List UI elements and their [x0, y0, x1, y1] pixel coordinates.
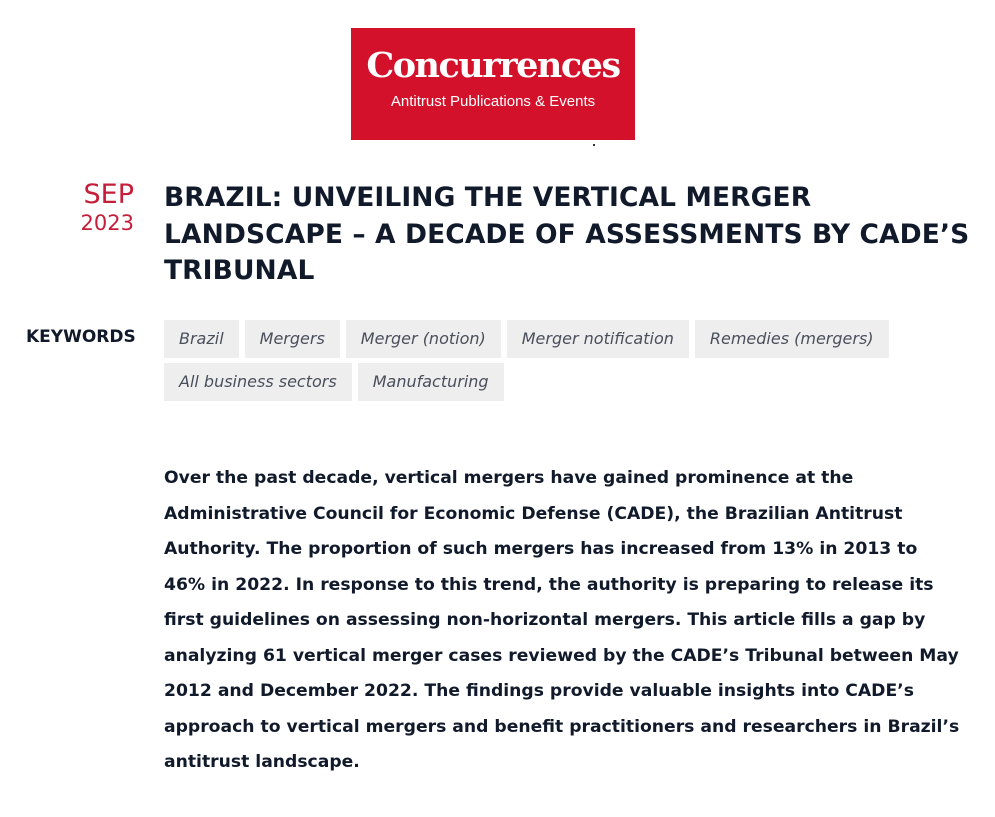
- logo-tagline: Antitrust Publications & Events: [390, 93, 596, 110]
- keyword-tag[interactable]: Mergers: [245, 320, 340, 358]
- publication-date: [60, 180, 134, 237]
- article-abstract: Over the past decade, vertical mergers have gained prominence at the Administrative Council for Economic Defense (CADE), the Brazilian Antitrust Authority. The proportion of such mergers has increased from 13% in 2013 to 46% in 2022. In response to this trend, the authority is preparing to release its first guidelines on assessing non-horizontal mergers. This article fills a gap by analyzing 61 vertical merger cases reviewed by the CADE’s Tribunal between May 2012 and December 2022. The findings provide valuable insights into CADE’s approach to vertical mergers and benefit practitioners and researchers in Brazil’s antitrust landscape.: [164, 468, 960, 772]
- keywords-list: [164, 320, 944, 406]
- keyword-tag[interactable]: Remedies (mergers): [695, 320, 889, 358]
- keyword-tag[interactable]: Brazil: [164, 320, 239, 358]
- decorative-dot: [593, 144, 595, 146]
- date-year: 2023: [80, 211, 134, 235]
- keyword-tag[interactable]: Merger notification: [507, 320, 689, 358]
- keyword-tag[interactable]: Manufacturing: [358, 363, 504, 401]
- date-month: SEP: [83, 179, 134, 210]
- logo-name: Concurrences: [366, 45, 620, 86]
- keywords-label: KEYWORDS: [26, 327, 136, 347]
- article-title: BRAZIL: UNVEILING THE VERTICAL MERGER LANDSCAPE – A DECADE OF ASSESSMENTS BY CADE’S TRIBUNAL: [164, 182, 970, 286]
- keyword-tag[interactable]: All business sectors: [164, 363, 352, 401]
- concurrences-logo[interactable]: [351, 28, 635, 140]
- keyword-tag[interactable]: Merger (notion): [346, 320, 501, 358]
